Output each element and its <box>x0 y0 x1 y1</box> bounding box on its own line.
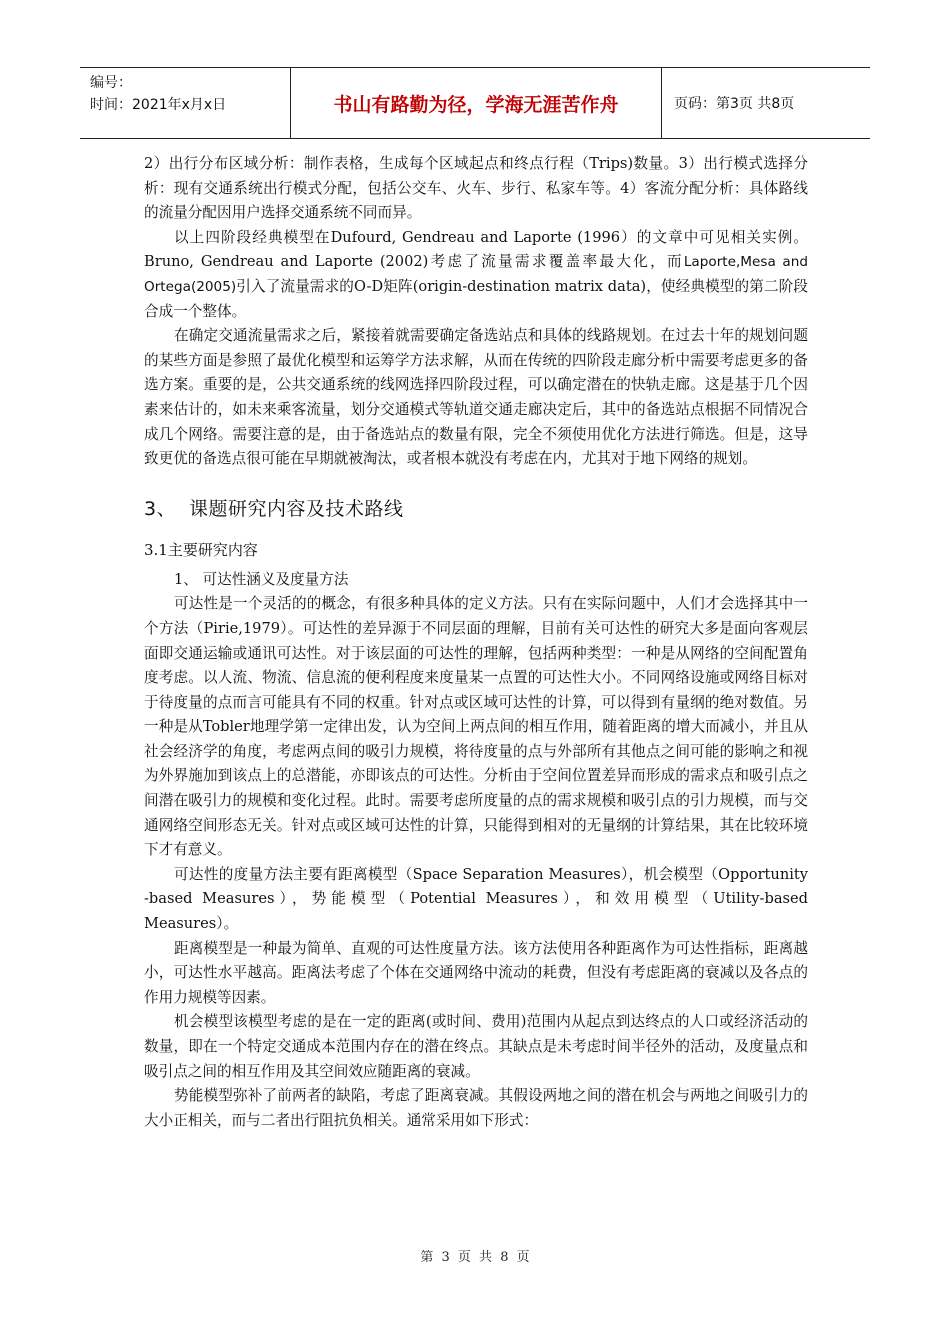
header-page-info: 页码：第3页 共8页 <box>674 96 795 112</box>
paragraph: 在确定交通流量需求之后，紧接着就需要确定备选站点和具体的线路规划。在过去十年的规划问题的某些方面是参照了最优化模型和运筹学方法求解，从而在传统的四阶段走廊分析中需要考虑更多的备选方案。重要的是，公共交通系统的线网选择四阶段过程，可以确定潜在的快轨走廊。这是基于几个因素来估计的，如未来乘客流量，划分交通模式等轨道交通走廊决定后，其中的备选站点根据不同情况合成几个网络。需要注意的是，由于备选站点的数量有限，完全不须使用优化方法进行筛选。但是，这导致更优的备选点很可能在早期就被淘汰，或者根本就没有考虑在内，尤其对于地下网络的规划。 <box>144 327 808 468</box>
subsection-heading: 3.1主要研究内容 <box>144 540 258 559</box>
document-time-label: 时间：2021年x月x日 <box>90 97 227 113</box>
section-title: 课题研究内容及技术路线 <box>189 497 404 520</box>
document-body <box>144 152 808 1133</box>
paragraph <box>144 226 808 324</box>
paragraph: 可达性的度量方法主要有距离模型（Space Separation Measures），机会模型（Opportunity -based Measures），势能模型（Potential Measures），和效用模型（Utility-based Measures）。 <box>144 865 808 933</box>
header-motto: 书山有路勤为径，学海无涯苦作舟 <box>291 68 662 138</box>
page-footer: 第 3 页 共 8 页 <box>420 1250 530 1265</box>
paragraph-citation: Laporte,Mesa and Ortega(2005) <box>144 254 808 295</box>
paragraph: 2）出行分布区域分析：制作表格，生成每个区域起点和终点行程（Trips)数量。3）出行模式选择分析：现有交通系统出行模式分配，包括公交车、火车、步行、私家车等。4）客流分配分析：具体路线的流量分配因用户选择交通系统不同而异。 <box>144 155 808 222</box>
paragraph: 机会模型该模型考虑的是在一定的距离(或时间、费用)范围内从起点到达终点的人口或经济活动的数量，即在一个特定交通成本范围内存在的潜在终点。其缺点是未考虑时间半径外的活动，及度量点和吸引点之间的相互作用及其空间效应随距离的衰减。 <box>144 1013 808 1080</box>
paragraph-text: 引入了流量需求的O-D矩阵(origin-destination matrix data)，使经典模型的第二阶段合成一个整体。 <box>144 277 808 320</box>
paragraph: 距离模型是一种最为简单、直观的可达性度量方法。该方法使用各种距离作为可达性指标，距离越小，可达性水平越高。距离法考虑了个体在交通网络中流动的耗费，但没有考虑距离的衰减以及各点的作用力规模等因素。 <box>144 939 808 1006</box>
paragraph-text: 以上四阶段经典模型在Dufourd, Gendreau and Laporte (1996）的文章中可见相关实例。Bruno, Gendreau and Laporte (2002)考虑了流量需求覆盖率最大化，而 <box>144 228 808 271</box>
document-number-label: 编号： <box>90 75 132 91</box>
section-heading <box>144 494 808 521</box>
paragraph: 可达性是一个灵活的的概念，有很多种具体的定义方法。只有在实际问题中，人们才会选择其中一个方法（Pirie,1979）。可达性的差异源于不同层面的理解，目前有关可达性的研究大多是面向客观层面即交通运输或通讯可达性。对于该层面的可达性的理解，包括两种类型：一种是从网络的空间配置角度考虑。以人流、物流、信息流的便利程度来度量某一点置的可达性大小。不同网络设施或网络目标对于待度量的点而言可能具有不同的权重。针对点或区域可达性的计算，可以得到有量纲的绝对数值。另一种是从Tobler地理学第一定律出发，认为空间上两点间的相互作用，随着距离的增大而减小，并且从社会经济学的角度，考虑两点间的吸引力规模，将待度量的点与外部所有其他点之间可能的影响之和视为外界施加到该点上的总潜能，亦即该点的可达性。分析由于空间位置差异而形成的需求点和吸引点之间潜在吸引力的规模和变化过程。此时。需要考虑所度量的点的需求规模和吸引点的引力规模，而与交通网络空间形态无关。针对点或区域可达性的计算，只能得到相对的无量纲的计算结果，其在比较环境下才有意义。 <box>144 595 808 859</box>
list-item-heading: 1、 可达性涵义及度量方法 <box>174 570 349 588</box>
section-number: 3、 <box>144 497 177 520</box>
header-meta <box>80 68 291 138</box>
paragraph: 势能模型弥补了前两者的缺陷，考虑了距离衰减。其假设两地之间的潜在机会与两地之间吸引力的大小正相关，而与二者出行阻抗负相关。通常采用如下形式： <box>144 1087 808 1129</box>
page-header <box>80 67 870 139</box>
